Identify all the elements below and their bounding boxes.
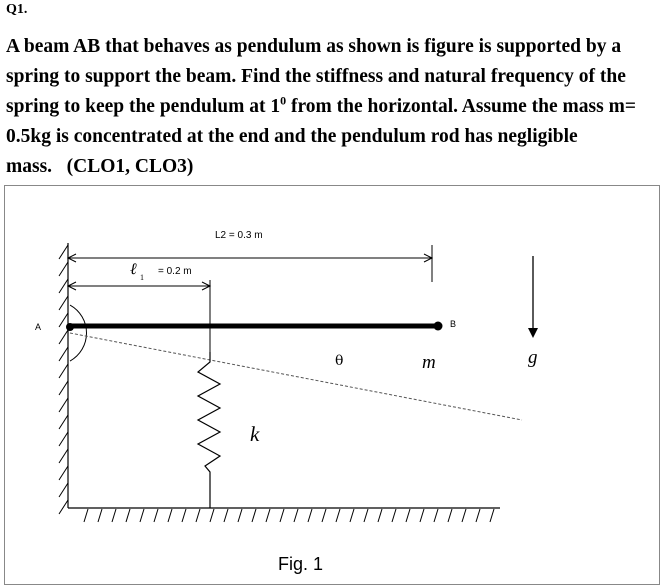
deflected-line [70,333,522,420]
label-l1-symbol: ℓ [130,261,137,278]
question-number: Q1. [6,2,28,17]
label-l1-value: = 0.2 m [158,266,192,277]
clo-reference: (CLO1, CLO3) [66,156,194,177]
gravity-arrowhead [528,328,538,338]
label-gravity: g [528,347,538,368]
label-b: B [450,319,457,329]
label-a: A [35,322,42,332]
figure-caption: Fig. 1 [278,554,324,574]
question-part2: from the horizontal. Assume the mass m= 0.5kg is concentrated at the end and the pendulum rod has negligible mass. [6,96,636,177]
question-part1: A beam AB that behaves as pendulum as shown is figure is supported by a spring to support the beam. Find the stiffness and natural frequency of the spring to keep the pendulum at 1 [6,36,626,117]
mass-point-b [434,322,443,331]
wall-hatching [59,245,68,514]
label-l2: L2 = 0.3 m [215,230,263,241]
spring [198,352,220,508]
label-l1-subscript: 1 [140,273,144,282]
label-theta: θ [335,353,344,369]
label-mass: m [422,352,436,373]
degree-superscript: 0 [280,93,287,108]
pivot-point-a [66,323,74,331]
label-k: k [250,422,260,446]
ground-hatching [84,509,494,522]
